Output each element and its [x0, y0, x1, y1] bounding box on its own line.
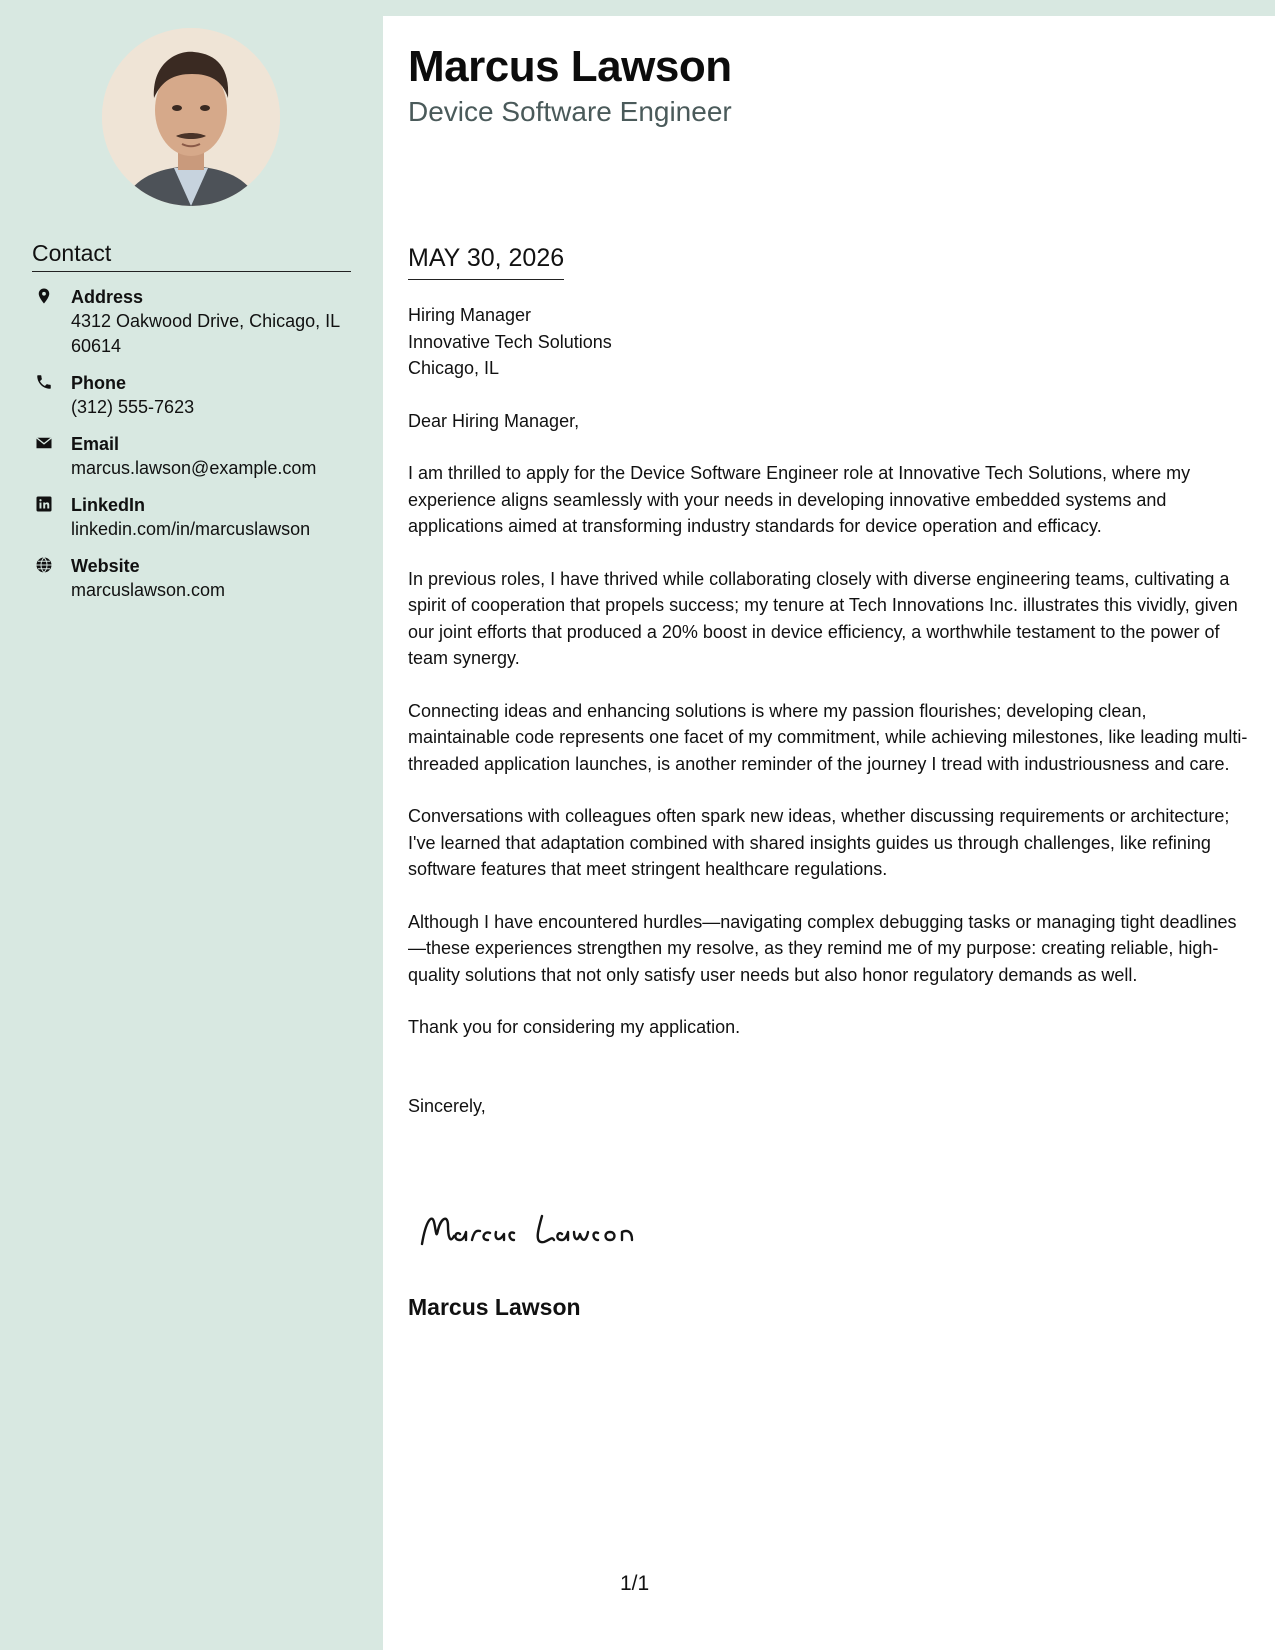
profile-photo — [102, 28, 280, 206]
linkedin-icon — [35, 495, 53, 513]
contact-linkedin — [32, 493, 362, 542]
letter-paragraph: Thank you for considering my application. — [408, 1017, 741, 1037]
applicant-name: Marcus Lawson — [408, 42, 732, 91]
letter-paragraph: Connecting ideas and enhancing solutions is where my passion flourishes; developing clean, maintainable code represents one facet of my commitment, while achieving milestones, like leading multi-threaded application launches, is another reminder of the journey I tread with industriousness and care. — [408, 700, 1248, 774]
contact-label: LinkedIn — [71, 495, 146, 515]
contact-list — [32, 285, 362, 615]
closing: Sincerely, — [408, 1095, 486, 1116]
contact-phone — [32, 371, 362, 420]
contact-value: (312) 555-7623 — [71, 397, 195, 417]
letter-paragraph: Although I have encountered hurdles—navigating complex debugging tasks or managing tight deadlines—these experiences strengthen my resolve, as they remind me of my purpose: creating reliable, high-quality solutions that not only satisfy user needs but also honor regulatory demands as well. — [408, 911, 1237, 985]
page-number: 1/1 — [620, 1572, 650, 1595]
letter-body — [408, 302, 1248, 1119]
salutation: Dear Hiring Manager, — [408, 410, 580, 431]
location-pin-icon — [35, 287, 53, 305]
contact-heading: Contact — [32, 240, 351, 272]
envelope-icon — [35, 434, 53, 452]
letter-paragraph: In previous roles, I have thrived while collaborating closely with diverse engineering teams, cultivating a spirit of cooperation that propels success; my tenure at Tech Innovations Inc. illustrates this vividly, given our joint efforts that produced a 20% boost in device efficiency, a worthwhile testament to the power of team synergy. — [408, 568, 1238, 668]
contact-label: Website — [71, 556, 140, 576]
contact-label: Email — [71, 434, 120, 454]
contact-label: Phone — [71, 373, 127, 393]
contact-value[interactable]: marcuslawson.com — [71, 580, 226, 600]
globe-icon — [35, 556, 53, 574]
contact-value[interactable]: marcus.lawson@example.com — [71, 458, 317, 478]
job-title: Device Software Engineer — [408, 96, 732, 127]
contact-value[interactable]: linkedin.com/in/marcuslawson — [71, 519, 311, 539]
contact-email — [32, 432, 362, 481]
handwritten-signature — [414, 1200, 674, 1260]
contact-website — [32, 554, 362, 603]
phone-icon — [35, 373, 53, 391]
signer-name: Marcus Lawson — [408, 1294, 581, 1320]
recipient-line: Chicago, IL — [408, 358, 500, 378]
letter-paragraph: Conversations with colleagues often spark new ideas, whether discussing requirements or architecture; I've learned that adaptation combined with shared insights guides us through challenges, like refining software features that meet stringent healthcare regulations. — [408, 806, 1230, 879]
contact-address — [32, 285, 362, 359]
recipient-block — [408, 302, 1248, 382]
letter-date: MAY 30, 2026 — [408, 244, 564, 280]
letter-paragraph: I am thrilled to apply for the Device Software Engineer role at Innovative Tech Solutions, where my experience aligns seamlessly with your needs in developing innovative embedded systems and applications aimed at transforming industry standards for device operation and efficacy. — [408, 463, 1191, 536]
recipient-line: Hiring Manager — [408, 305, 532, 325]
recipient-line: Innovative Tech Solutions — [408, 331, 612, 352]
contact-value: 4312 Oakwood Drive, Chicago, IL 60614 — [71, 311, 340, 356]
contact-label: Address — [71, 287, 144, 307]
